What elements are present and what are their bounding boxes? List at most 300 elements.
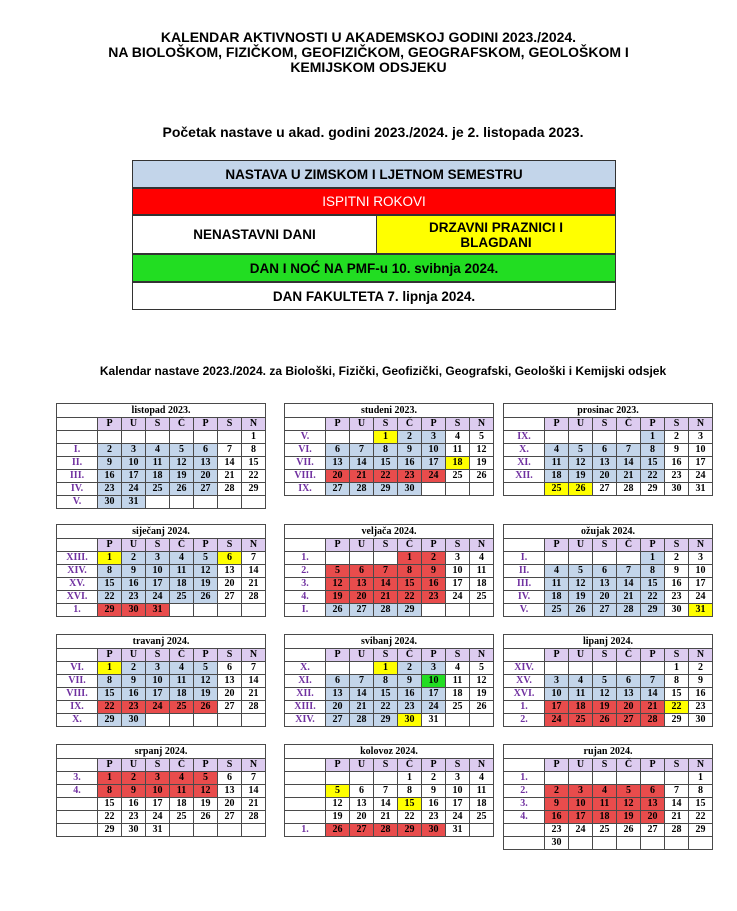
- day-cell: 25: [170, 701, 194, 714]
- day-cell: [194, 604, 218, 617]
- day-cell: 22: [689, 811, 713, 824]
- day-cell: [194, 496, 218, 509]
- week-row: [57, 701, 266, 714]
- week-number: [57, 824, 98, 837]
- week-row: [57, 431, 266, 444]
- day-cell: 25: [545, 604, 569, 617]
- day-header: P: [98, 539, 122, 552]
- week-row: [285, 604, 494, 617]
- month-title: svibanj 2024.: [285, 635, 494, 649]
- day-cell: 24: [689, 470, 713, 483]
- legend-box: [132, 160, 618, 310]
- month-title: rujan 2024.: [504, 745, 713, 759]
- day-cell: 14: [617, 578, 641, 591]
- month-title: ožujak 2024.: [504, 525, 713, 539]
- day-cell: 24: [422, 701, 446, 714]
- week-row: [285, 675, 494, 688]
- week-row: [504, 565, 713, 578]
- day-cell: 4: [569, 675, 593, 688]
- week-number: XIV.: [285, 714, 326, 727]
- day-cell: 6: [218, 662, 242, 675]
- day-cell: [350, 552, 374, 565]
- day-cell: [470, 824, 494, 837]
- day-cell: 20: [593, 470, 617, 483]
- day-cell: 27: [641, 824, 665, 837]
- month-title: siječanj 2024.: [57, 525, 266, 539]
- day-cell: 3: [446, 772, 470, 785]
- day-cell: 4: [470, 552, 494, 565]
- day-cell: [218, 496, 242, 509]
- week-number: [285, 811, 326, 824]
- day-header: N: [242, 539, 266, 552]
- week-number: 4.: [57, 785, 98, 798]
- day-cell: 10: [122, 457, 146, 470]
- day-cell: 3: [146, 552, 170, 565]
- day-cell: [470, 714, 494, 727]
- day-cell: 14: [665, 798, 689, 811]
- day-cell: 3: [146, 772, 170, 785]
- title-line-3: KEMIJSKOM ODSJEKU: [290, 59, 447, 75]
- week-row: [285, 798, 494, 811]
- day-cell: 8: [398, 565, 422, 578]
- day-header: Č: [398, 649, 422, 662]
- day-cell: 11: [446, 675, 470, 688]
- day-cell: 2: [665, 431, 689, 444]
- day-cell: 4: [170, 552, 194, 565]
- day-cell: 5: [470, 431, 494, 444]
- day-cell: 25: [569, 714, 593, 727]
- day-cell: 9: [422, 565, 446, 578]
- day-cell: 21: [242, 688, 266, 701]
- day-cell: [350, 431, 374, 444]
- legend-dan-fakulteta: DAN FAKULTETA 7. lipnja 2024.: [132, 282, 616, 310]
- day-cell: 28: [665, 824, 689, 837]
- day-cell: 28: [350, 714, 374, 727]
- day-cell: [98, 431, 122, 444]
- week-number: 1.: [57, 604, 98, 617]
- day-cell: 3: [569, 785, 593, 798]
- day-header: Č: [398, 418, 422, 431]
- day-cell: 19: [170, 470, 194, 483]
- month-title: prosinac 2023.: [504, 404, 713, 418]
- day-cell: 7: [374, 565, 398, 578]
- day-header: P: [641, 539, 665, 552]
- week-row: [57, 811, 266, 824]
- week-number: IX.: [504, 431, 545, 444]
- day-cell: 10: [146, 565, 170, 578]
- day-cell: 7: [218, 444, 242, 457]
- week-row: [57, 824, 266, 837]
- day-cell: 30: [545, 837, 569, 850]
- day-cell: [593, 662, 617, 675]
- day-cell: 30: [122, 824, 146, 837]
- day-cell: 26: [194, 811, 218, 824]
- day-cell: 2: [122, 772, 146, 785]
- day-cell: 8: [98, 785, 122, 798]
- day-cell: 22: [665, 701, 689, 714]
- week-number: VIII.: [57, 688, 98, 701]
- day-cell: [569, 837, 593, 850]
- day-cell: 9: [545, 798, 569, 811]
- day-cell: 15: [665, 688, 689, 701]
- day-cell: 28: [242, 701, 266, 714]
- day-cell: 6: [350, 565, 374, 578]
- day-cell: 29: [242, 483, 266, 496]
- week-number: XIV.: [57, 565, 98, 578]
- day-cell: 2: [422, 552, 446, 565]
- day-cell: 10: [146, 785, 170, 798]
- day-cell: 17: [146, 798, 170, 811]
- day-cell: 4: [170, 662, 194, 675]
- day-cell: 26: [194, 701, 218, 714]
- week-number: 2.: [504, 714, 545, 727]
- day-cell: 4: [446, 431, 470, 444]
- week-number: 1.: [504, 701, 545, 714]
- day-cell: 31: [146, 604, 170, 617]
- day-cell: 30: [98, 496, 122, 509]
- day-cell: 27: [326, 483, 350, 496]
- day-cell: 18: [470, 578, 494, 591]
- week-number-header: [57, 759, 98, 772]
- month-calendar: [284, 634, 494, 727]
- day-cell: 5: [194, 662, 218, 675]
- day-cell: 18: [146, 470, 170, 483]
- day-cell: 29: [665, 714, 689, 727]
- month-calendar: [56, 744, 266, 837]
- month-title: travanj 2024.: [57, 635, 266, 649]
- week-number: [285, 798, 326, 811]
- day-cell: 1: [689, 772, 713, 785]
- day-cell: 23: [398, 701, 422, 714]
- day-cell: [170, 714, 194, 727]
- day-cell: 16: [122, 798, 146, 811]
- day-cell: 31: [146, 824, 170, 837]
- day-cell: 13: [218, 675, 242, 688]
- day-cell: [593, 837, 617, 850]
- day-cell: 9: [422, 785, 446, 798]
- day-header: U: [350, 649, 374, 662]
- week-number: II.: [504, 565, 545, 578]
- day-cell: 8: [98, 565, 122, 578]
- day-cell: 17: [446, 578, 470, 591]
- day-cell: 20: [326, 470, 350, 483]
- day-cell: 12: [593, 688, 617, 701]
- legend-dan-i-noc: DAN I NOĆ NA PMF-u 10. svibnja 2024.: [132, 254, 616, 282]
- day-cell: 18: [446, 688, 470, 701]
- day-cell: 15: [242, 457, 266, 470]
- day-cell: [641, 837, 665, 850]
- day-cell: 21: [617, 591, 641, 604]
- day-cell: 30: [689, 714, 713, 727]
- day-header: N: [470, 539, 494, 552]
- day-cell: 29: [98, 604, 122, 617]
- day-cell: 30: [398, 714, 422, 727]
- week-row: [57, 591, 266, 604]
- day-header: N: [242, 649, 266, 662]
- week-number: 4.: [504, 811, 545, 824]
- day-cell: 9: [122, 785, 146, 798]
- day-cell: 24: [446, 811, 470, 824]
- month-title: veljača 2024.: [285, 525, 494, 539]
- day-cell: 26: [569, 483, 593, 496]
- week-row: [504, 552, 713, 565]
- week-row: [57, 772, 266, 785]
- day-cell: [350, 662, 374, 675]
- day-cell: 29: [98, 714, 122, 727]
- day-cell: 19: [194, 688, 218, 701]
- day-header: P: [422, 539, 446, 552]
- week-row: [57, 604, 266, 617]
- day-cell: 6: [218, 552, 242, 565]
- day-cell: [470, 604, 494, 617]
- day-header: P: [98, 418, 122, 431]
- day-header: S: [665, 539, 689, 552]
- month-title: kolovoz 2024.: [285, 745, 494, 759]
- day-cell: 3: [689, 552, 713, 565]
- day-cell: 22: [374, 701, 398, 714]
- day-cell: 11: [545, 457, 569, 470]
- day-cell: 26: [194, 591, 218, 604]
- day-cell: 19: [569, 470, 593, 483]
- day-header: U: [569, 418, 593, 431]
- day-cell: 28: [374, 824, 398, 837]
- day-header: P: [545, 649, 569, 662]
- day-cell: 27: [350, 824, 374, 837]
- week-row: [57, 688, 266, 701]
- day-cell: 19: [569, 591, 593, 604]
- day-cell: 21: [218, 470, 242, 483]
- day-cell: 14: [242, 785, 266, 798]
- day-cell: [617, 837, 641, 850]
- day-cell: 12: [470, 675, 494, 688]
- day-cell: 17: [569, 811, 593, 824]
- day-cell: 19: [194, 798, 218, 811]
- day-header: S: [374, 759, 398, 772]
- week-number: [57, 811, 98, 824]
- day-cell: 7: [641, 675, 665, 688]
- week-number: X.: [57, 714, 98, 727]
- day-cell: 19: [470, 688, 494, 701]
- day-cell: [194, 431, 218, 444]
- day-cell: 8: [374, 675, 398, 688]
- day-cell: 10: [422, 444, 446, 457]
- day-cell: [545, 662, 569, 675]
- week-row: [57, 565, 266, 578]
- day-cell: 24: [146, 811, 170, 824]
- day-cell: 24: [422, 470, 446, 483]
- week-number: V.: [57, 496, 98, 509]
- day-cell: [446, 483, 470, 496]
- week-row: [504, 772, 713, 785]
- day-cell: 7: [374, 785, 398, 798]
- day-cell: 25: [470, 811, 494, 824]
- day-cell: 10: [545, 688, 569, 701]
- day-cell: [170, 604, 194, 617]
- day-cell: 5: [194, 772, 218, 785]
- week-row: [57, 470, 266, 483]
- day-header: U: [350, 418, 374, 431]
- day-cell: 4: [545, 565, 569, 578]
- day-cell: [242, 496, 266, 509]
- day-cell: 3: [146, 662, 170, 675]
- day-cell: 24: [446, 591, 470, 604]
- day-cell: 30: [422, 824, 446, 837]
- day-cell: 19: [326, 591, 350, 604]
- legend-nenastavni-dani: NENASTAVNI DANI: [132, 215, 377, 254]
- week-row: [285, 470, 494, 483]
- day-cell: 21: [665, 811, 689, 824]
- day-header: P: [194, 649, 218, 662]
- day-header: P: [422, 759, 446, 772]
- day-cell: 30: [122, 714, 146, 727]
- day-header: N: [470, 649, 494, 662]
- day-header: S: [218, 759, 242, 772]
- day-cell: 15: [374, 688, 398, 701]
- day-cell: 16: [122, 688, 146, 701]
- day-cell: 5: [470, 662, 494, 675]
- day-cell: 4: [470, 772, 494, 785]
- day-header: U: [122, 539, 146, 552]
- day-header: S: [146, 539, 170, 552]
- day-cell: 19: [593, 701, 617, 714]
- day-header: N: [242, 759, 266, 772]
- day-cell: 24: [545, 714, 569, 727]
- day-cell: 5: [170, 444, 194, 457]
- day-cell: 28: [374, 604, 398, 617]
- day-cell: [593, 772, 617, 785]
- week-number: [504, 837, 545, 850]
- day-cell: 14: [374, 798, 398, 811]
- day-cell: 18: [470, 798, 494, 811]
- day-header: Č: [398, 759, 422, 772]
- week-number-header: [57, 649, 98, 662]
- day-cell: [170, 496, 194, 509]
- day-cell: 10: [569, 798, 593, 811]
- week-row: [504, 604, 713, 617]
- day-cell: [665, 772, 689, 785]
- day-cell: 20: [218, 798, 242, 811]
- day-cell: 25: [593, 824, 617, 837]
- week-number: 2.: [285, 565, 326, 578]
- day-cell: [242, 824, 266, 837]
- day-cell: 11: [170, 565, 194, 578]
- week-number: III.: [504, 578, 545, 591]
- day-header: N: [470, 759, 494, 772]
- day-cell: 25: [170, 591, 194, 604]
- day-cell: 14: [218, 457, 242, 470]
- day-cell: 2: [122, 552, 146, 565]
- week-number-header: [504, 649, 545, 662]
- day-cell: 27: [218, 811, 242, 824]
- title-line-1: KALENDAR AKTIVNOSTI U AKADEMSKOJ GODINI 2023./2024.: [160, 29, 577, 45]
- month-calendar: [56, 524, 266, 617]
- day-header: U: [350, 539, 374, 552]
- day-cell: 20: [350, 811, 374, 824]
- day-cell: 18: [569, 701, 593, 714]
- day-cell: [569, 552, 593, 565]
- day-cell: 23: [689, 701, 713, 714]
- week-row: [57, 496, 266, 509]
- day-cell: 25: [446, 470, 470, 483]
- day-cell: 29: [689, 824, 713, 837]
- day-cell: 23: [398, 470, 422, 483]
- day-header: S: [665, 759, 689, 772]
- week-row: [285, 772, 494, 785]
- day-cell: 6: [641, 785, 665, 798]
- day-header: P: [194, 539, 218, 552]
- week-row: [504, 688, 713, 701]
- day-cell: 9: [689, 675, 713, 688]
- week-number: VI.: [285, 444, 326, 457]
- week-row: [57, 662, 266, 675]
- day-cell: 14: [374, 578, 398, 591]
- week-row: [57, 714, 266, 727]
- week-number: [504, 824, 545, 837]
- week-number: 1.: [285, 552, 326, 565]
- day-cell: 31: [122, 496, 146, 509]
- week-row: [504, 701, 713, 714]
- week-number-header: [285, 539, 326, 552]
- day-cell: 3: [122, 444, 146, 457]
- day-header: Č: [170, 418, 194, 431]
- day-cell: 19: [326, 811, 350, 824]
- day-cell: 1: [374, 662, 398, 675]
- day-cell: 10: [446, 785, 470, 798]
- week-number: 4.: [285, 591, 326, 604]
- week-number: 1.: [285, 824, 326, 837]
- day-cell: 18: [545, 470, 569, 483]
- day-cell: 28: [350, 483, 374, 496]
- day-cell: 8: [689, 785, 713, 798]
- day-cell: 17: [146, 578, 170, 591]
- week-number: [57, 798, 98, 811]
- month-title: studeni 2023.: [285, 404, 494, 418]
- month-calendar: [284, 744, 494, 837]
- day-cell: 26: [470, 470, 494, 483]
- day-cell: 25: [170, 811, 194, 824]
- day-cell: 18: [170, 688, 194, 701]
- day-header: Č: [170, 649, 194, 662]
- day-cell: 13: [218, 785, 242, 798]
- day-header: S: [146, 649, 170, 662]
- day-header: S: [374, 649, 398, 662]
- month-title: lipanj 2024.: [504, 635, 713, 649]
- week-row: [504, 431, 713, 444]
- day-cell: 29: [641, 604, 665, 617]
- day-cell: 17: [422, 457, 446, 470]
- day-cell: 3: [545, 675, 569, 688]
- day-cell: 20: [617, 701, 641, 714]
- day-cell: 4: [446, 662, 470, 675]
- day-cell: 1: [98, 772, 122, 785]
- day-cell: 24: [146, 701, 170, 714]
- day-cell: 28: [617, 483, 641, 496]
- day-cell: 14: [617, 457, 641, 470]
- day-cell: 6: [593, 444, 617, 457]
- month-calendar: [56, 634, 266, 727]
- day-cell: [218, 431, 242, 444]
- day-cell: 27: [326, 714, 350, 727]
- day-cell: 11: [470, 565, 494, 578]
- day-cell: 2: [545, 785, 569, 798]
- day-cell: 10: [146, 675, 170, 688]
- day-cell: [569, 662, 593, 675]
- day-cell: 7: [350, 444, 374, 457]
- week-row: [57, 675, 266, 688]
- day-header: S: [146, 759, 170, 772]
- day-cell: 15: [98, 798, 122, 811]
- week-row: [504, 662, 713, 675]
